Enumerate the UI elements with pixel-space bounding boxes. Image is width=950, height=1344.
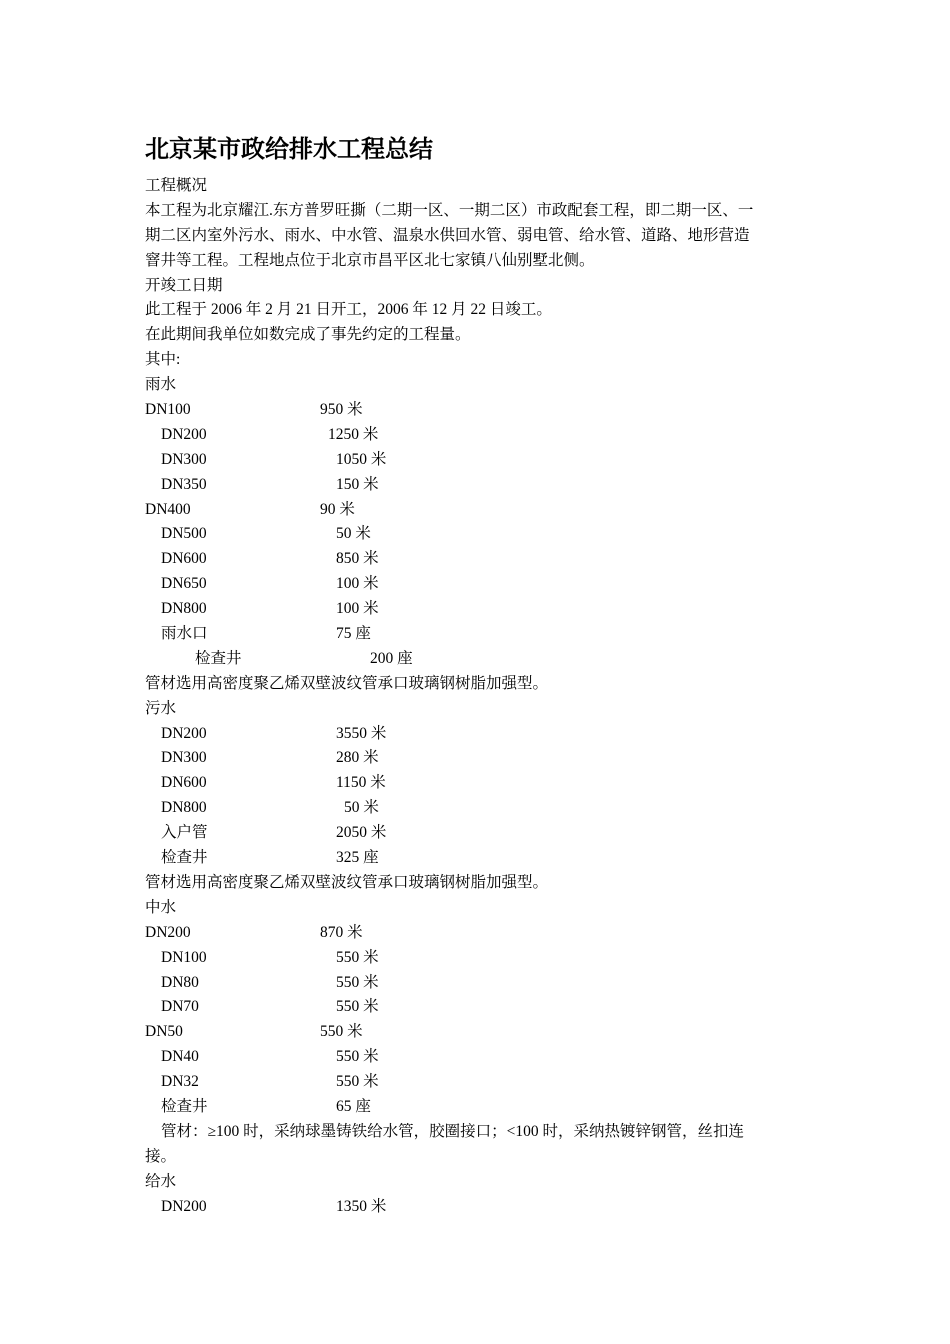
item-name: DN350 — [161, 475, 207, 493]
item-name: DN400 — [145, 500, 191, 518]
item-name: DN600 — [161, 550, 207, 568]
item-quantity: 550 米 — [336, 948, 379, 966]
list-item — [145, 498, 810, 523]
item-name: DN100 — [161, 948, 207, 966]
item-quantity: 1150 米 — [336, 774, 386, 792]
item-quantity: 1350 米 — [336, 1197, 387, 1215]
item-name: DN300 — [161, 450, 207, 468]
section-heading-sewage: 污水 — [145, 699, 177, 717]
item-quantity: 550 米 — [336, 1073, 379, 1091]
section-heading-overview: 工程概况 — [145, 177, 208, 194]
item-quantity: 850 米 — [336, 550, 379, 568]
list-item — [145, 448, 810, 473]
list-item — [145, 971, 810, 996]
item-name: 雨水口 — [161, 625, 208, 643]
item-name: DN50 — [145, 1023, 183, 1041]
item-name: DN800 — [161, 600, 207, 618]
material-note-rain: 管材选用高密度聚乙烯双壁波纹管承口玻璃钢树脂加强型。 — [145, 674, 549, 692]
list-item — [145, 1020, 810, 1045]
item-quantity: 90 米 — [320, 500, 355, 518]
list-item — [145, 597, 810, 622]
item-quantity: 1250 米 — [328, 425, 379, 443]
section-heading-rain: 雨水 — [145, 376, 177, 394]
item-quantity: 200 座 — [370, 649, 413, 667]
item-quantity: 550 米 — [336, 973, 379, 991]
dates-text: 此工程于 2006 年 2 月 21 日开工，2006 年 12 月 22 日竣工。 — [145, 301, 552, 319]
material-note-reclaimed-cont: 接。 — [145, 1147, 177, 1165]
item-name: DN200 — [161, 724, 207, 742]
list-item — [145, 398, 810, 423]
item-name: DN300 — [161, 749, 207, 767]
item-name: 检查井 — [161, 849, 208, 867]
list-item — [145, 1070, 810, 1095]
document-body — [145, 174, 810, 1219]
overview-line: 期二区内室外污水、雨水、中水管、温泉水供回水管、弱电管、给水管、道路、地形营造 — [145, 226, 750, 244]
item-name: DN80 — [161, 973, 199, 991]
list-item — [145, 796, 810, 821]
section-heading-supply: 给水 — [145, 1172, 177, 1190]
list-item — [145, 746, 810, 771]
item-quantity: 3550 米 — [336, 724, 387, 742]
item-quantity: 50 米 — [336, 525, 371, 543]
list-item — [145, 921, 810, 946]
item-quantity: 550 米 — [320, 1023, 363, 1041]
item-name: DN800 — [161, 799, 207, 817]
item-quantity: 280 米 — [336, 749, 379, 767]
item-quantity: 100 米 — [336, 575, 379, 593]
item-name: 检查井 — [195, 649, 242, 667]
item-name: DN200 — [145, 923, 191, 941]
item-quantity: 870 米 — [320, 923, 363, 941]
item-quantity: 325 座 — [336, 849, 379, 867]
list-item — [145, 846, 810, 871]
item-quantity: 950 米 — [320, 401, 363, 419]
list-item — [145, 1195, 810, 1220]
item-quantity: 100 米 — [336, 600, 379, 618]
item-quantity: 50 米 — [344, 799, 379, 817]
item-name: DN200 — [161, 425, 207, 443]
item-quantity: 550 米 — [336, 998, 379, 1016]
completion-text: 在此期间我单位如数完成了事先约定的工程量。 — [145, 326, 471, 344]
item-quantity: 65 座 — [336, 1097, 371, 1115]
list-item — [145, 547, 810, 572]
section-heading-reclaimed: 中水 — [145, 898, 177, 916]
item-name: DN600 — [161, 774, 207, 792]
item-name: DN70 — [161, 998, 199, 1016]
overview-line: 窨井等工程。工程地点位于北京市昌平区北七家镇八仙别墅北侧。 — [145, 251, 595, 269]
item-quantity: 2050 米 — [336, 824, 387, 842]
item-name: DN200 — [161, 1197, 207, 1215]
item-name: DN32 — [161, 1073, 199, 1091]
list-item — [145, 622, 810, 647]
list-item — [145, 1095, 810, 1120]
list-item — [145, 1045, 810, 1070]
list-item — [145, 821, 810, 846]
item-quantity: 150 米 — [336, 475, 379, 493]
item-name: 入户管 — [161, 824, 208, 842]
item-name: DN100 — [145, 401, 191, 419]
list-item — [145, 522, 810, 547]
item-name: DN40 — [161, 1048, 199, 1066]
list-item — [145, 423, 810, 448]
list-item — [145, 771, 810, 796]
item-name: DN500 — [161, 525, 207, 543]
list-item — [145, 647, 810, 672]
list-item — [145, 473, 810, 498]
material-note-sewage: 管材选用高密度聚乙烯双壁波纹管承口玻璃钢树脂加强型。 — [145, 873, 549, 891]
item-name: 检查井 — [161, 1097, 208, 1115]
among-text: 其中: — [145, 351, 181, 369]
item-name: DN650 — [161, 575, 207, 593]
item-quantity: 550 米 — [336, 1048, 379, 1066]
list-item — [145, 722, 810, 747]
overview-line: 本工程为北京耀江.东方普罗旺撕（二期一区、一期二区）市政配套工程，即二期一区、一 — [145, 201, 754, 219]
list-item — [145, 995, 810, 1020]
material-note-reclaimed: 管材：≥100 时，采纳球墨铸铁给水管，胶圈接口；<100 时，采纳热镀锌钢管，丝扣连 — [161, 1122, 745, 1140]
section-heading-dates: 开竣工日期 — [145, 276, 223, 294]
item-quantity: 75 座 — [336, 625, 371, 643]
list-item — [145, 572, 810, 597]
list-item — [145, 946, 810, 971]
document-title: 北京某市政给排水工程总结 — [145, 135, 433, 163]
item-quantity: 1050 米 — [336, 450, 387, 468]
